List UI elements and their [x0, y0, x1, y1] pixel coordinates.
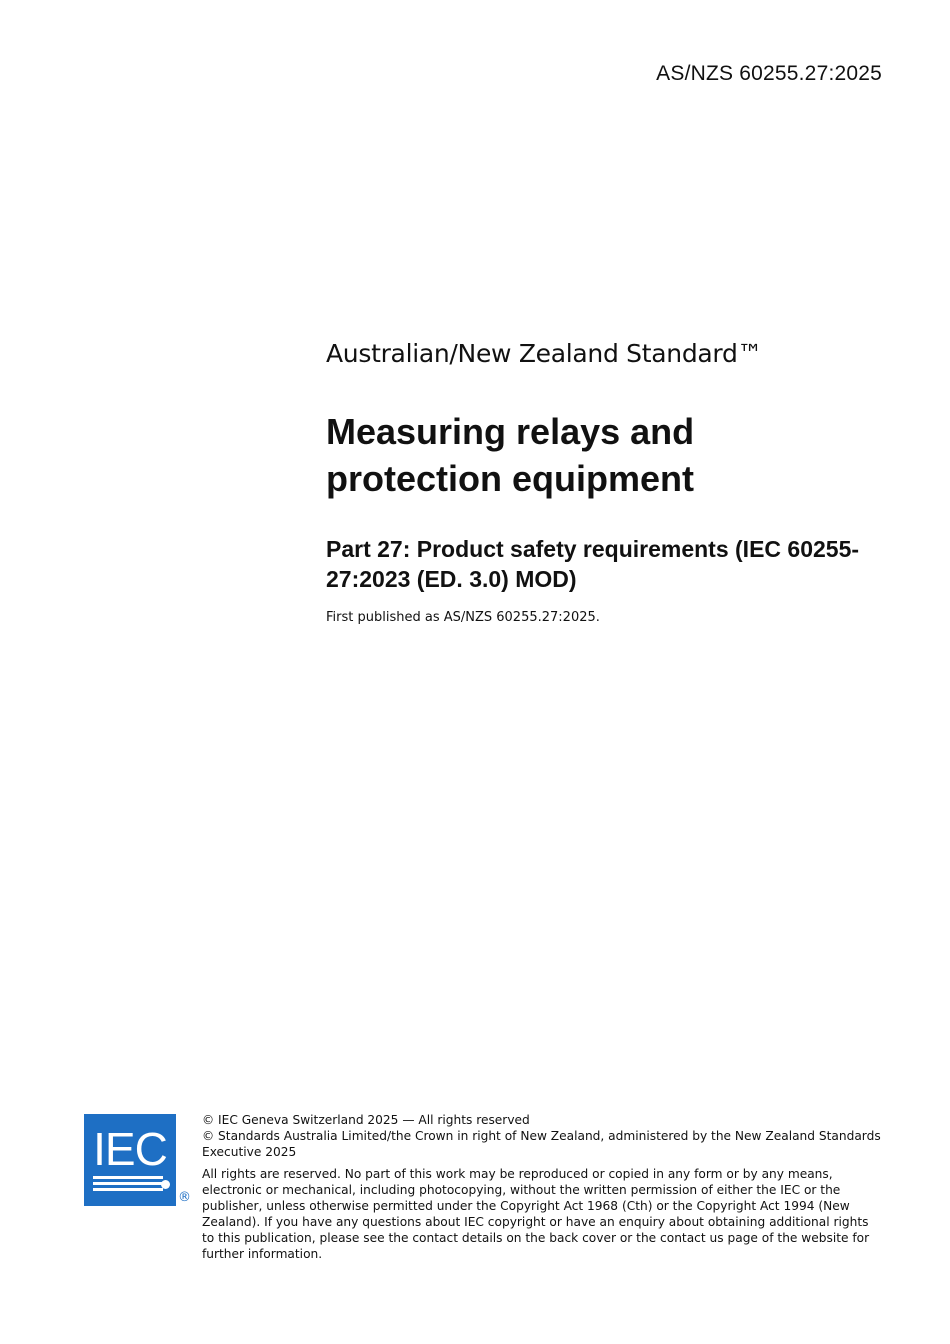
copyright-iec: © IEC Geneva Switzerland 2025 — All rights reserved [202, 1113, 530, 1127]
iec-logo [84, 1114, 176, 1206]
iec-logo-text: IEC [93, 1123, 167, 1175]
copyright-standards-australia: © Standards Australia Limited/the Crown in right of New Zealand, administered by the New Zealand Standards Executive 2025 [202, 1129, 881, 1159]
main-title [326, 408, 896, 502]
iec-logo-dot-icon [161, 1180, 170, 1189]
iec-logo-lines-icon [93, 1176, 163, 1194]
standard-type: Australian/New Zealand Standard™ [326, 339, 763, 368]
subtitle [326, 534, 896, 594]
document-id: AS/NZS 60255.27:2025 [656, 62, 882, 85]
registered-mark-icon: ® [178, 1190, 191, 1205]
rights-statement: All rights are reserved. No part of this work may be reproduced or copied in any form or by any means, electronic or mechanical, including photocopying, without the written permission of either the IEC or the publisher, unless otherwise permitted under the Copyright Act 1968 (Cth) or the Copyright Act 1994 (New Zealand). If you have any questions about IEC copyright or have an enquiry about obtaining additional rights to this publication, please see the contact details on the back cover or the contact us page of the website for further information. [202, 1167, 870, 1261]
main-title-line-2: protection equipment [326, 458, 694, 499]
subtitle-line-2: 27:2023 (ED. 3.0) MOD) [326, 566, 577, 592]
title-block [326, 338, 896, 627]
subtitle-line-1: Part 27: Product safety requirements (IEC 60255- [326, 536, 860, 562]
first-published-note: First published as AS/NZS 60255.27:2025. [326, 610, 600, 625]
copyright-text [202, 1112, 882, 1262]
main-title-line-1: Measuring relays and [326, 411, 695, 452]
